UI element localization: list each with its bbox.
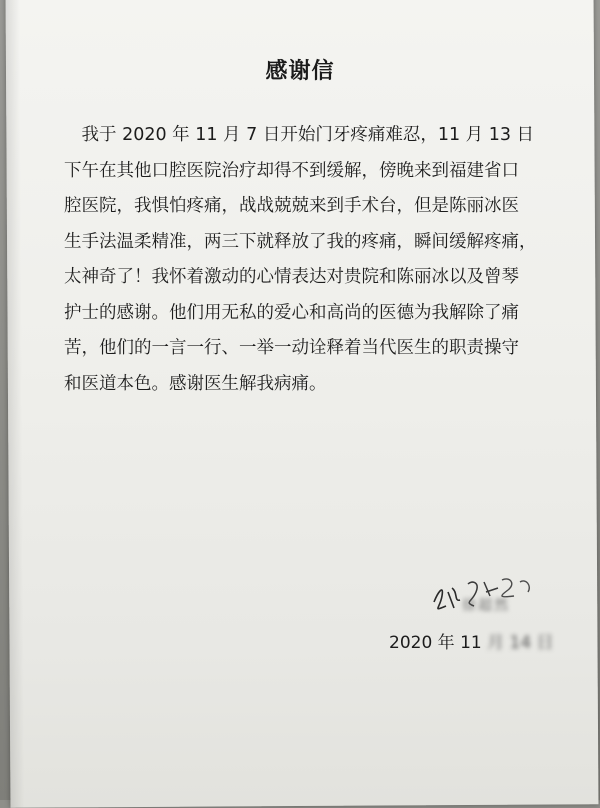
letter-title: 感谢信 <box>265 59 335 84</box>
letter-line-6: 护士的感谢。他们用无私的爱心和高尚的医德为我解除了痛 <box>64 302 519 323</box>
letter-line-2: 下午在其他口腔医院治疗却得不到缓解，傍晚来到福建省口 <box>64 160 519 181</box>
signature-name: 徐超然 <box>462 598 510 614</box>
letter-date <box>389 628 554 653</box>
letter-line-5: 太神奇了！我怀着激动的心情表达对贵院和陈丽冰以及曾琴 <box>64 267 519 287</box>
letter-line-1: 我于 2020 年 11 月 7 日开始门牙疼痛难忍，11 月 13 日 <box>64 125 535 145</box>
letter-line-8: 和医道本色。感谢医生解我病痛。 <box>64 373 327 394</box>
letter-line-3: 腔医院，我惧怕疼痛，战战兢兢来到手术台，但是陈丽冰医 <box>64 196 519 216</box>
date-visible-part: 2020 年 11 <box>389 633 482 653</box>
letter-body <box>64 118 564 402</box>
date-blurred-part: 月 14 日 <box>487 633 554 653</box>
letter-line-7: 苦，他们的一言一行、一举一动诠释着当代医生的职责操守 <box>64 338 519 358</box>
letter-line-4: 生手法温柔精准，两三下就释放了我的疼痛，瞬间缓解疼痛， <box>64 231 537 252</box>
